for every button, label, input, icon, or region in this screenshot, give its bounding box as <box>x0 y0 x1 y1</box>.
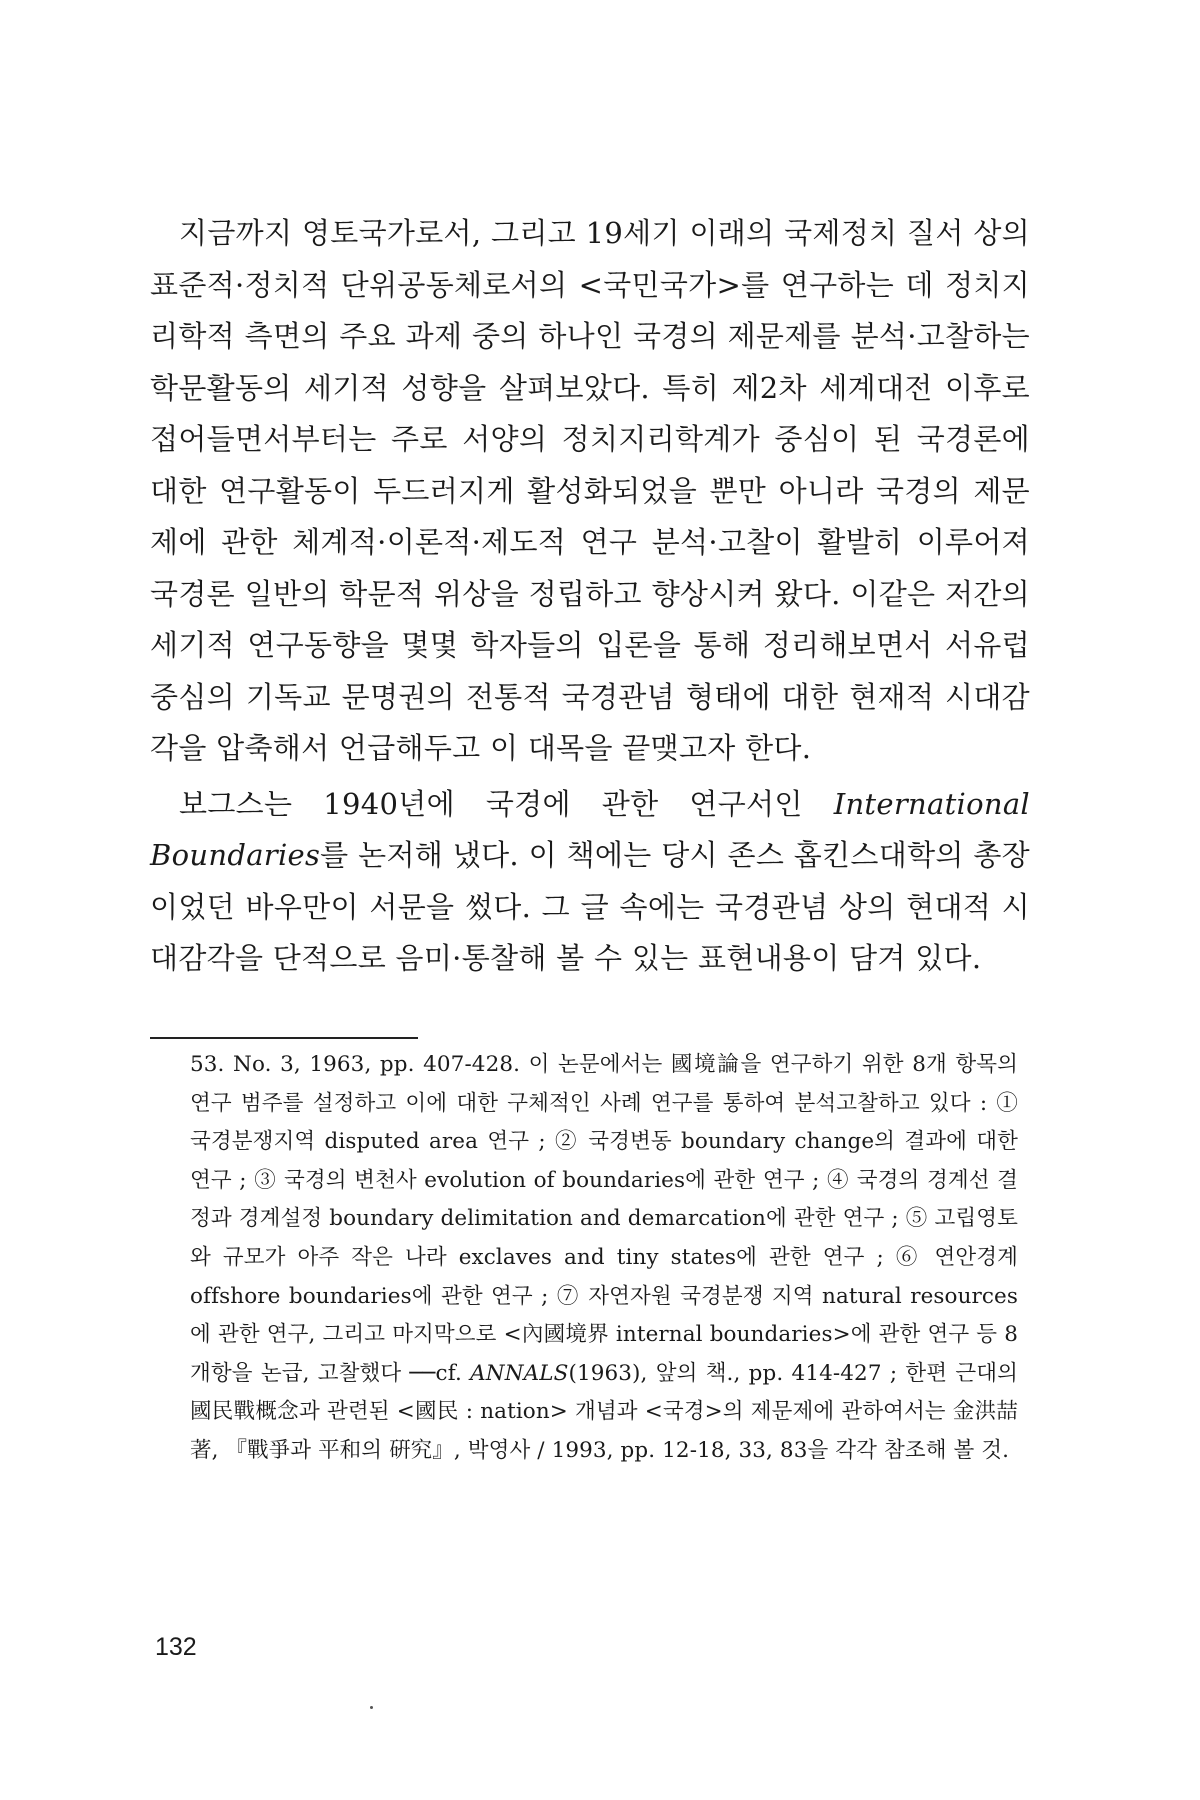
footnote-part-2: (1963), 앞의 책., pp. 414-427 ; 한편 근대의 國民戰概念과 관련된 <國民 : nation> 개념과 <국경>의 제문제에 관하여서는 金洪喆 著, 『戰爭과 平和의 硏究』, 박영사 / 1993, pp. 12-18, 33, 83을 각각 참조해 볼 것. <box>190 1360 1018 1463</box>
paragraph-2 <box>150 779 1030 985</box>
paragraph-1: 지금까지 영토국가로서, 그리고 19세기 이래의 국제정치 질서 상의 표준적·정치적 단위공동체로서의 <국민국가>를 연구하는 데 정치지리학적 측면의 주요 과제 중의 하나인 국경의 제문제를 분석·고찰하는 학문활동의 세기적 성향을 살펴보았다. 특히 제2차 세계대전 이후로 접어들면서부터는 주로 서양의 정치지리학계가 중심이 된 국경론에 대한 연구활동이 두드러지게 활성화되었을 뿐만 아니라 국경의 제문제에 관한 체계적·이론적·제도적 연구 분석·고찰이 활발히 이루어져 국경론 일반의 학문적 위상을 정립하고 향상시켜 왔다. 이같은 저간의 세기적 연구동향을 몇몇 학자들의 입론을 통해 정리해보면서 서유럽 중심의 기독교 문명권의 전통적 국경관념 형태에 대한 현재적 시대감각을 압축해서 언급해두고 이 대목을 끝맺고자 한다. <box>150 216 1030 765</box>
page-number: 132 <box>155 1633 197 1661</box>
book-title: International Boundaries <box>150 786 1030 872</box>
scan-speck <box>370 1706 373 1709</box>
paragraph-2-lead: 보그스는 1940년에 국경에 관한 연구서인 <box>179 786 834 821</box>
footnote-divider <box>150 1037 418 1039</box>
footnote-part-1: 53. No. 3, 1963, pp. 407-428. 이 논문에서는 國境論을 연구하기 위한 8개 항목의 연구 범주를 설정하고 이에 대한 구체적인 사례 연구를 통하여 분석고찰하고 있다 : ① 국경분쟁지역 disputed area 연구 ; ② 국경변동 boundary change의 결과에 대한 연구 ; ③ 국경의 변천사 evolution of boundaries에 관한 연구 ; ④ 국경의 경계선 결정과 경계설정 boundary delimitation and demarcation에 관한 연구 ; ⑤ 고립영토와 규모가 아주 작은 나라 exclaves and tiny states에 관한 연구 ; ⑥ 연안경계 offshore boundaries에 관한 연구 ; ⑦ 자연자원 국경분쟁 지역 natural resources에 관한 연구, 그리고 마지막으로 <內國境界 internal boundaries>에 관한 연구 등 8개항을 논급, 고찰했다 ──cf. <box>190 1052 1018 1386</box>
main-text <box>150 208 1030 985</box>
footnote-journal: ANNALS <box>470 1360 569 1386</box>
footnote <box>190 1046 1018 1471</box>
paragraph-2-rest: 를 논저해 냈다. 이 책에는 당시 존스 홉킨스대학의 총장이었던 바우만이 서문을 썼다. 그 글 속에는 국경관념 상의 현대적 시대감각을 단적으로 음미·통찰해 볼 수 있는 표현내용이 담겨 있다. <box>150 838 1030 975</box>
